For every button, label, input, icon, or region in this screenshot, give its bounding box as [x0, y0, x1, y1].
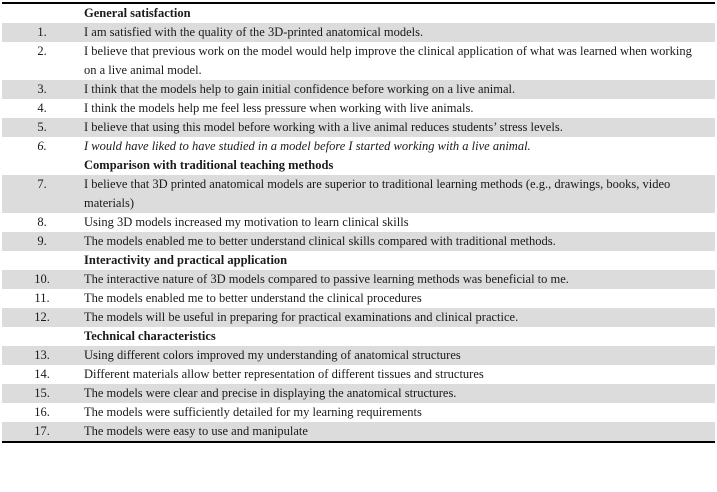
item-statement: I think that the models help to gain initial confidence before working on a live animal. — [82, 80, 715, 99]
item-statement: Different materials allow better representation of different tissues and structures — [82, 365, 715, 384]
item-number: 1. — [2, 23, 82, 42]
item-statement: I am satisfied with the quality of the 3D-printed anatomical models. — [82, 23, 715, 42]
table-row — [2, 346, 715, 365]
table-row — [2, 213, 715, 232]
item-statement: The models will be useful in preparing for practical examinations and clinical practice. — [82, 308, 715, 327]
table-row — [2, 422, 715, 442]
table-row — [2, 403, 715, 422]
item-number: 2. — [2, 42, 82, 80]
table-row — [2, 384, 715, 403]
table-row — [2, 365, 715, 384]
item-number: 6. — [2, 137, 82, 156]
section-header-row — [2, 156, 715, 175]
item-number: 8. — [2, 213, 82, 232]
item-statement: The models were easy to use and manipulate — [82, 422, 715, 442]
item-statement: The models were sufficiently detailed for my learning requirements — [82, 403, 715, 422]
item-number: 14. — [2, 365, 82, 384]
section-title: Interactivity and practical application — [82, 251, 715, 270]
section-number-cell — [2, 156, 82, 175]
table-row — [2, 175, 715, 213]
table-row — [2, 232, 715, 251]
item-number: 12. — [2, 308, 82, 327]
item-statement: I believe that using this model before working with a live animal reduces students’ stress levels. — [82, 118, 715, 137]
item-statement: Using 3D models increased my motivation to learn clinical skills — [82, 213, 715, 232]
table-row — [2, 42, 715, 80]
item-number: 10. — [2, 270, 82, 289]
item-number: 7. — [2, 175, 82, 213]
item-statement: I think the models help me feel less pressure when working with live animals. — [82, 99, 715, 118]
item-number: 4. — [2, 99, 82, 118]
table-row — [2, 23, 715, 42]
table-row — [2, 270, 715, 289]
survey-items-table — [2, 2, 715, 443]
section-title: General satisfaction — [82, 3, 715, 23]
item-number: 15. — [2, 384, 82, 403]
item-statement: Using different colors improved my understanding of anatomical structures — [82, 346, 715, 365]
item-statement: The interactive nature of 3D models compared to passive learning methods was beneficial to me. — [82, 270, 715, 289]
item-number: 16. — [2, 403, 82, 422]
section-number-cell — [2, 3, 82, 23]
item-number: 11. — [2, 289, 82, 308]
table-row — [2, 137, 715, 156]
section-header-row — [2, 327, 715, 346]
item-statement: The models were clear and precise in displaying the anatomical structures. — [82, 384, 715, 403]
table-row — [2, 99, 715, 118]
item-number: 13. — [2, 346, 82, 365]
item-number: 3. — [2, 80, 82, 99]
table-row — [2, 80, 715, 99]
section-number-cell — [2, 327, 82, 346]
item-statement: I believe that previous work on the model would help improve the clinical application of what was learned when working on a live animal model. — [82, 42, 715, 80]
table-row — [2, 289, 715, 308]
section-title: Technical characteristics — [82, 327, 715, 346]
item-number: 5. — [2, 118, 82, 137]
item-statement: The models enabled me to better understand the clinical procedures — [82, 289, 715, 308]
item-number: 9. — [2, 232, 82, 251]
section-header-row — [2, 3, 715, 23]
table-row — [2, 118, 715, 137]
section-header-row — [2, 251, 715, 270]
item-statement: I believe that 3D printed anatomical models are superior to traditional learning methods (e.g., drawings, books, video materials) — [82, 175, 715, 213]
item-statement: The models enabled me to better understand clinical skills compared with traditional methods. — [82, 232, 715, 251]
section-number-cell — [2, 251, 82, 270]
item-number: 17. — [2, 422, 82, 442]
section-title: Comparison with traditional teaching methods — [82, 156, 715, 175]
table-row — [2, 308, 715, 327]
item-statement: I would have liked to have studied in a model before I started working with a live animal. — [82, 137, 715, 156]
